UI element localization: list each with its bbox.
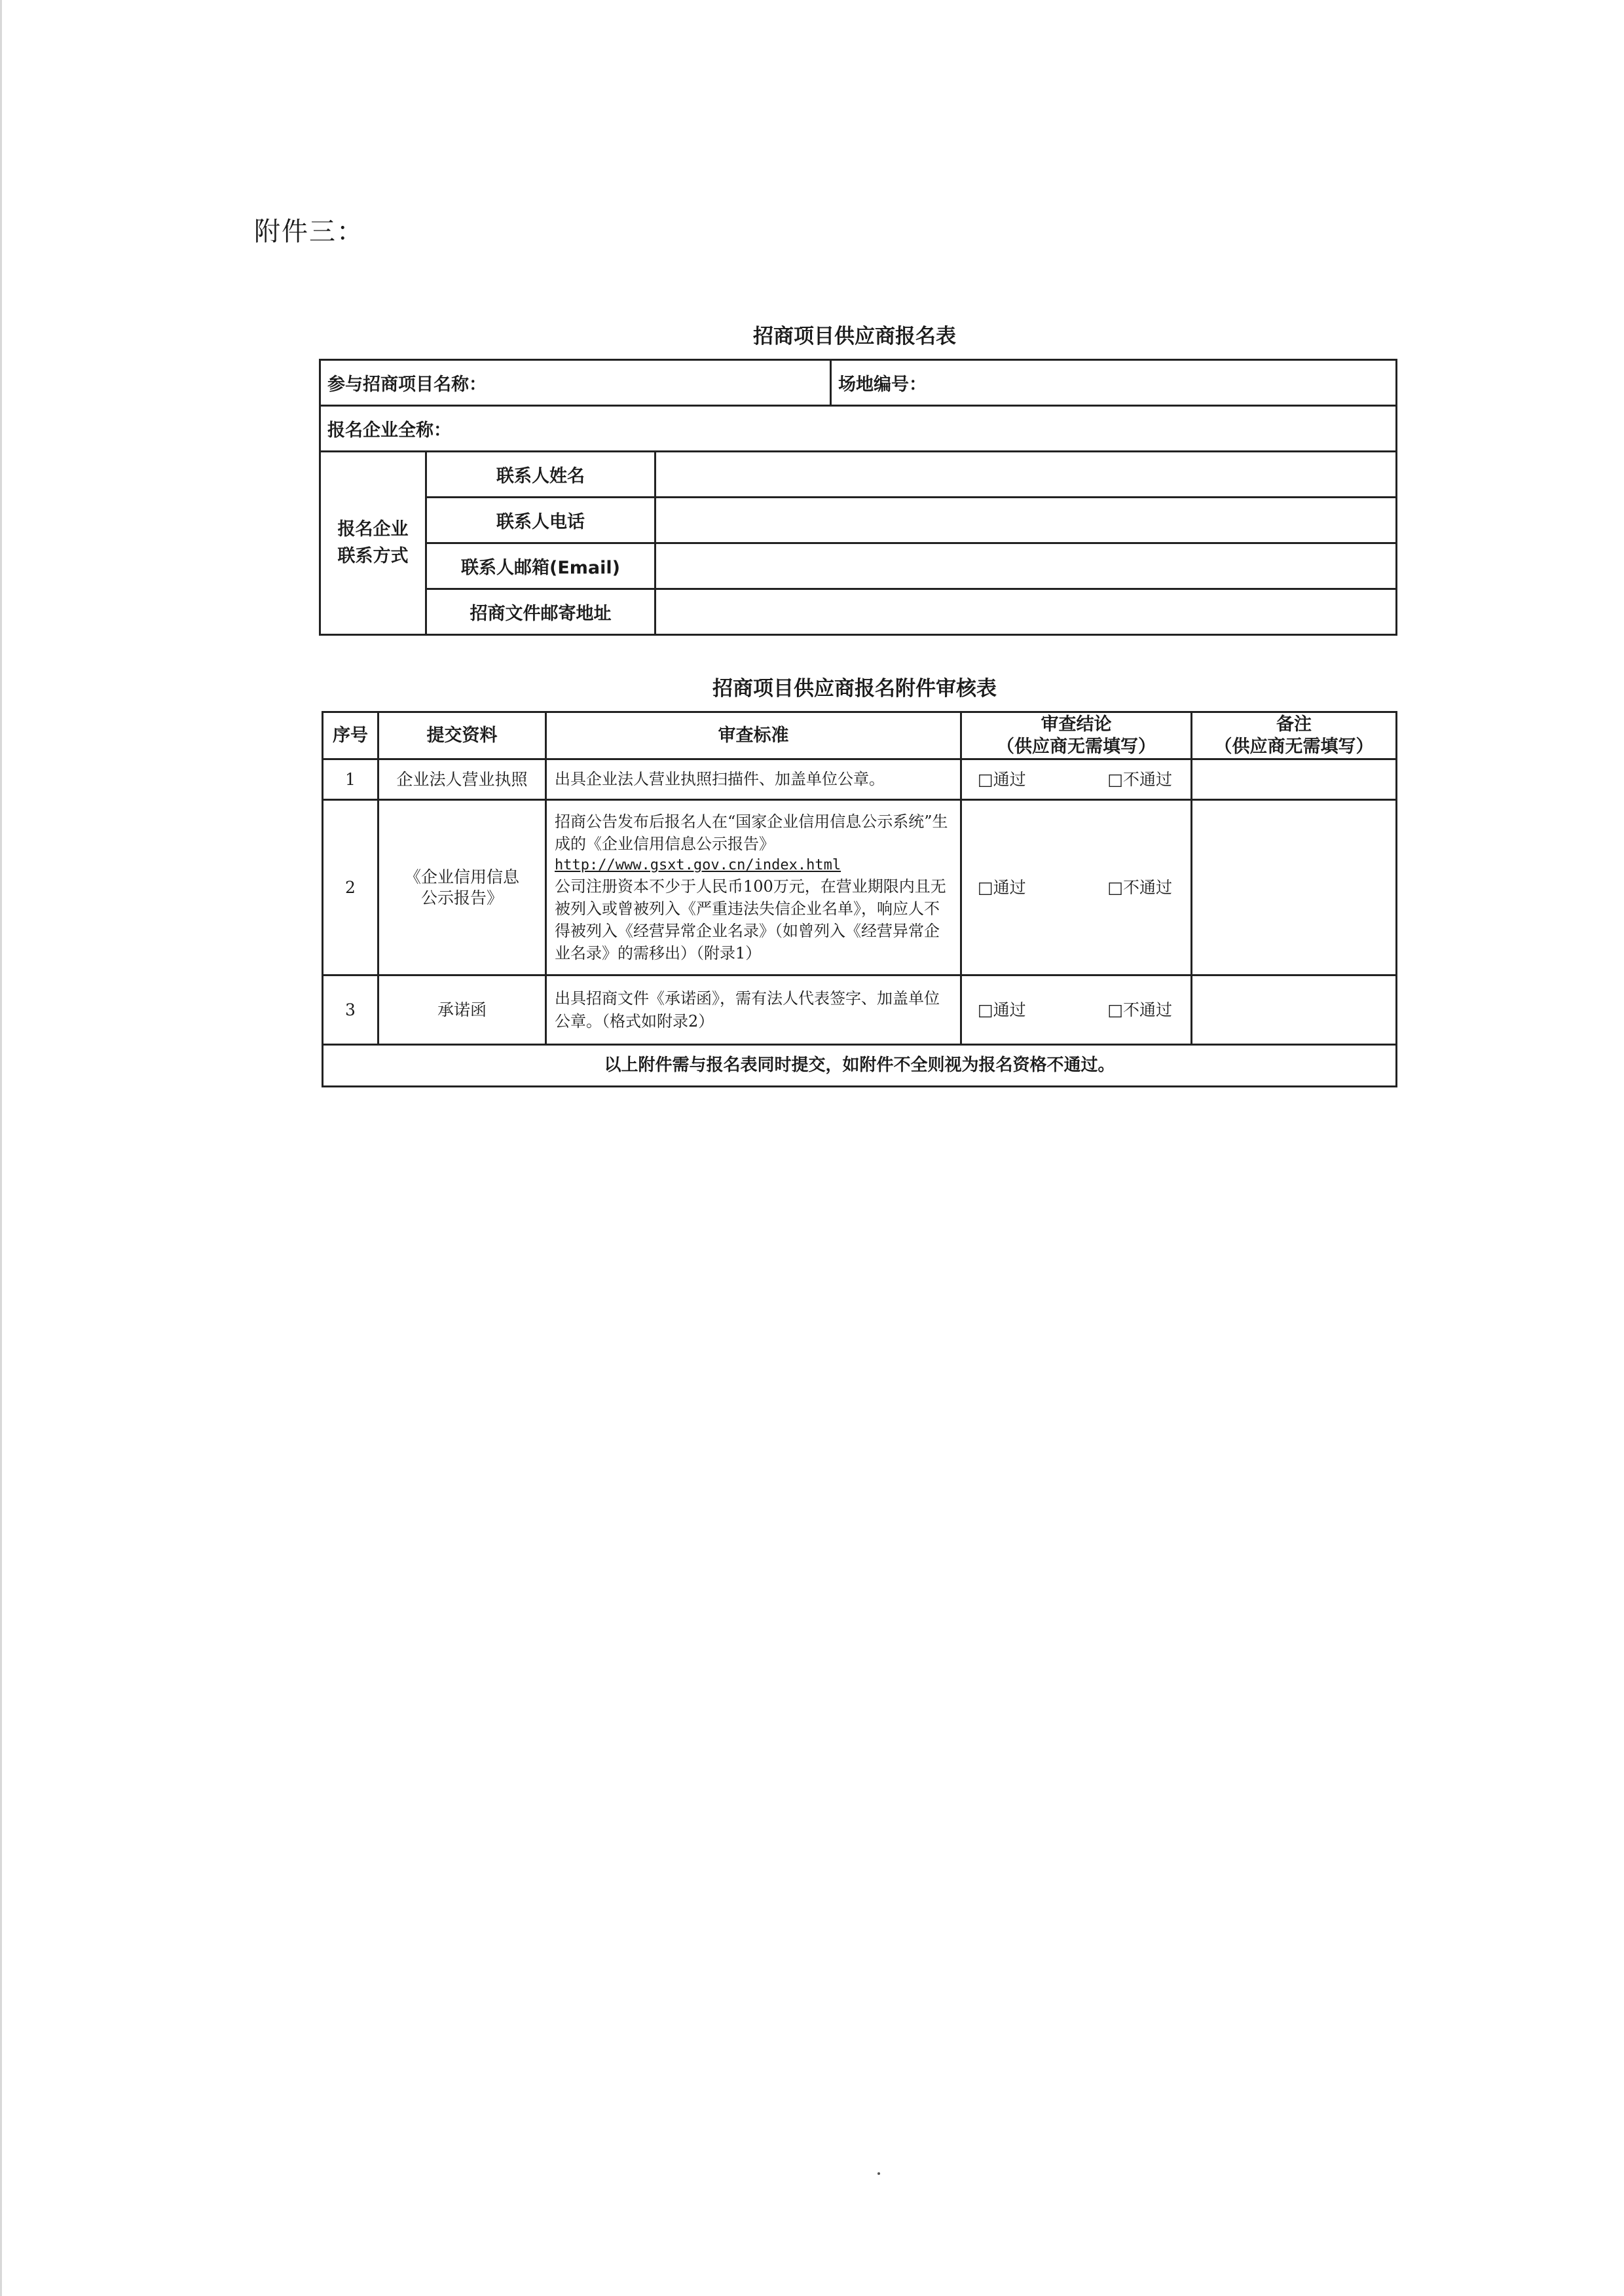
company-name-cell[interactable]: [320, 406, 1397, 452]
mailing-address-input[interactable]: [655, 589, 1397, 635]
row-remarks[interactable]: [1192, 975, 1397, 1045]
site-no-cell[interactable]: [831, 360, 1397, 406]
gsxt-link[interactable]: http://www.gsxt.gov.cn/index.html: [555, 856, 841, 873]
table-row: [323, 800, 1397, 975]
row-criteria: [546, 800, 961, 975]
header-conclusion: [961, 712, 1192, 759]
contact-group-label: 报名企业联系方式: [320, 452, 426, 635]
header-conclusion-note: （供应商无需填写）: [997, 736, 1156, 757]
row-remarks[interactable]: [1192, 800, 1397, 975]
header-materials: 提交资料: [378, 712, 546, 759]
attachment-review-table: [322, 711, 1397, 1087]
contact-name-input[interactable]: [655, 452, 1397, 498]
header-conclusion-label: 审查结论: [1041, 714, 1112, 735]
scan-speck: [877, 2172, 880, 2175]
row-conclusion: [961, 759, 1192, 800]
row-criteria: 出具企业法人营业执照扫描件、加盖单位公章。: [546, 759, 961, 800]
project-name-label: 参与招商项目名称：: [327, 374, 487, 395]
row-no: 2: [323, 800, 378, 975]
row-remarks[interactable]: [1192, 759, 1397, 800]
row-material: 《企业信用信息公示报告》: [378, 800, 546, 975]
fail-checkbox[interactable]: □不通过: [1107, 877, 1172, 897]
pass-checkbox[interactable]: □通过: [978, 769, 1026, 789]
contact-email-input[interactable]: [655, 543, 1397, 589]
row-criteria: 出具招商文件《承诺函》，需有法人代表签字、加盖单位公章。（格式如附录2）: [546, 975, 961, 1045]
header-remarks: [1192, 712, 1397, 759]
header-remarks-note: （供应商无需填写）: [1214, 736, 1374, 757]
footer-note: 以上附件需与报名表同时提交，如附件不全则视为报名资格不通过。: [323, 1045, 1397, 1087]
pass-checkbox[interactable]: □通过: [978, 877, 1026, 897]
table-footer-row: [323, 1045, 1397, 1087]
header-no: 序号: [323, 712, 378, 759]
table-header-row: [323, 712, 1397, 759]
row-no: 1: [323, 759, 378, 800]
contact-email-label: 联系人邮箱(Email): [426, 543, 655, 589]
attachment-label: 附件三：: [254, 217, 364, 247]
table-row: [323, 975, 1397, 1045]
header-criteria: 审查标准: [546, 712, 961, 759]
table-row: [323, 759, 1397, 800]
contact-name-label: 联系人姓名: [426, 452, 655, 498]
row-material: 企业法人营业执照: [378, 759, 546, 800]
criteria-line: 公司注册资本不少于人民币100万元，在营业期限内且无被列入或曾被列入《严重违法失信企业名单》，响应人不得被列入《经营异常企业名录》（如曾列入《经营异常企业名录》的需移出）（附录1）: [555, 877, 946, 963]
fail-checkbox[interactable]: □不通过: [1107, 769, 1172, 789]
registration-form-title: 招商项目供应商报名表: [753, 325, 956, 348]
contact-phone-input[interactable]: [655, 498, 1397, 543]
project-name-cell[interactable]: [320, 360, 831, 406]
row-material: 承诺函: [378, 975, 546, 1045]
row-conclusion: [961, 800, 1192, 975]
registration-form-table: [319, 359, 1397, 636]
pass-checkbox[interactable]: □通过: [978, 1000, 1026, 1019]
row-conclusion: [961, 975, 1192, 1045]
mailing-address-label: 招商文件邮寄地址: [426, 589, 655, 635]
site-no-label: 场地编号：: [838, 374, 927, 395]
contact-phone-label: 联系人电话: [426, 498, 655, 543]
header-remarks-label: 备注: [1276, 714, 1312, 735]
fail-checkbox[interactable]: □不通过: [1107, 1000, 1172, 1019]
company-name-label: 报名企业全称：: [327, 420, 451, 441]
criteria-line: 招商公告发布后报名人在“国家企业信用信息公示系统”生成的《企业信用信息公示报告》: [555, 812, 948, 853]
review-form-title: 招商项目供应商报名附件审核表: [712, 677, 997, 701]
row-no: 3: [323, 975, 378, 1045]
